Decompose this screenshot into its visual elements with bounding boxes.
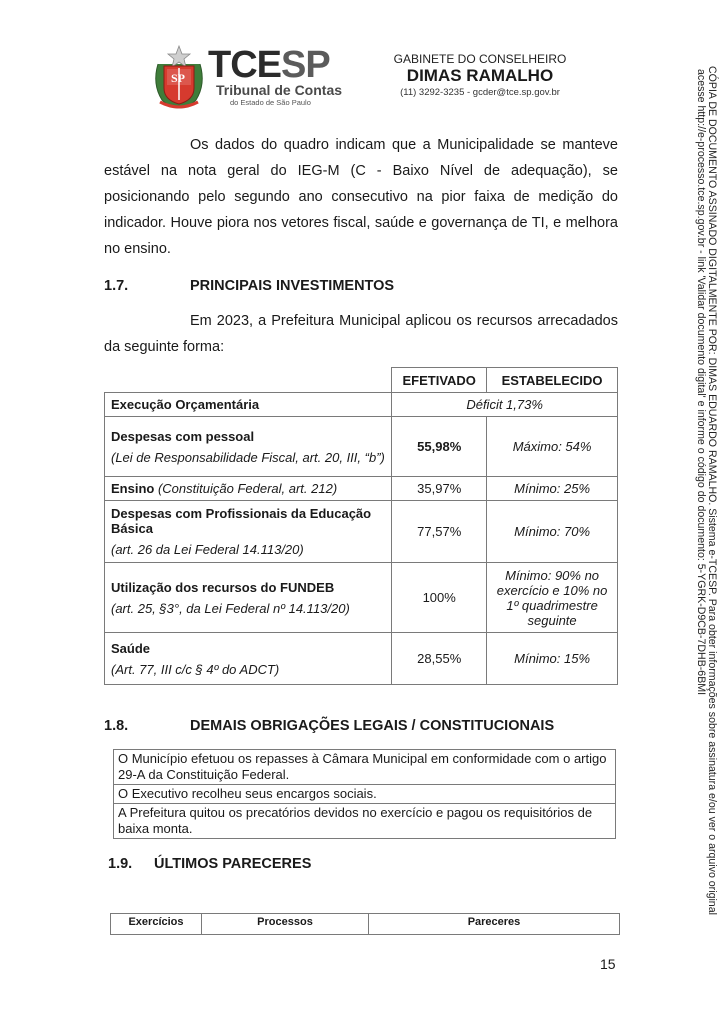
table-row	[105, 501, 618, 563]
section-title: PRINCIPAIS INVESTIMENTOS	[190, 278, 395, 294]
row-efetivado: 100%	[392, 563, 487, 633]
table-row	[114, 785, 616, 804]
page-number: 15	[600, 956, 616, 972]
row-note: (art. 25, §3°, da Lei Federal nº 14.113/20)	[111, 600, 350, 616]
stamp-line-2: acesse http://e-processo.tce.sp.gov.br - link 'Validar documento digital' e informe o código do documento: 5-YGRK-D9CB-7DHB-6BMI	[695, 69, 707, 696]
obligation-item: O Município efetuou os repasses à Câmara Municipal em conformidade com o artigo 29-A da Constituição Federal.	[114, 750, 616, 785]
councilor-name: DIMAS RAMALHO	[406, 66, 554, 85]
table-row	[105, 633, 618, 685]
brand-wordmark	[208, 46, 330, 84]
brand-subtitle: Tribunal de Contas	[216, 82, 343, 98]
section-title: DEMAIS OBRIGAÇÕES LEGAIS / CONSTITUCIONAIS	[190, 718, 555, 734]
row-estabelecido: Mínimo: 90% no exercício e 10% no 1º quadrimestre seguinte	[487, 563, 618, 633]
header-efetivado: EFETIVADO	[392, 368, 487, 393]
digital-signature-stamp	[695, 66, 717, 946]
pareceres-table	[110, 913, 620, 935]
stamp-line-1: CÓPIA DE DOCUMENTO ASSINADO DIGITALMENTE POR: DIMAS EDUARDO RAMALHO. Sistema e-TCESP. Para obter informações sobre assinatura e/ou ver o arquivo original	[706, 66, 718, 915]
header-estabelecido: ESTABELECIDO	[487, 368, 618, 393]
table-header-row	[111, 914, 620, 935]
row-label: Despesas com pessoal	[111, 428, 255, 444]
brand-subtitle-2: do Estado de São Paulo	[230, 98, 311, 107]
table-row	[114, 750, 616, 785]
header-pareceres: Pareceres	[369, 914, 620, 935]
brand-part1: TCE	[208, 44, 281, 86]
table-row	[114, 804, 616, 839]
section-number: 1.9.	[108, 856, 133, 872]
row-label: Despesas com Profissionais da Educação Básica	[111, 506, 372, 536]
row-label: Utilização dos recursos do FUNDEB	[111, 579, 335, 595]
row-note: (Constituição Federal, art. 212)	[157, 481, 338, 496]
obligation-item: A Prefeitura quitou os precatórios devidos no exercício e pagou os requisitórios de baixa monta.	[114, 804, 616, 839]
section-title: ÚLTIMOS PARECERES	[154, 856, 312, 872]
row-estabelecido: Mínimo: 25%	[487, 477, 618, 501]
crest-label: SP	[171, 71, 186, 85]
investments-table	[104, 367, 618, 685]
table-header-row	[105, 368, 618, 393]
office-label: GABINETE DO CONSELHEIRO	[393, 52, 567, 66]
intro-paragraph: Os dados do quadro indicam que a Municipalidade se manteve estável na nota geral do IEG-M (C - Baixo Nível de adequação), se posicionando pelo segundo ano consecutivo na pior faixa de medição do indicador. Houve piora nos vetores fiscal, saúde e governança de TI, e melhora no ensino.	[104, 137, 618, 257]
row-efetivado: 35,97%	[392, 477, 487, 501]
section-number: 1.7.	[104, 278, 129, 294]
header-exercicios: Exercícios	[111, 914, 202, 935]
obligation-item: O Executivo recolheu seus encargos sociais.	[114, 785, 616, 804]
row-note: (Art. 77, III c/c § 4º do ADCT)	[111, 661, 280, 677]
row-note: (Lei de Responsabilidade Fiscal, art. 20, III, “b”)	[111, 449, 385, 465]
sao-paulo-crest-icon	[150, 44, 208, 110]
office-contact: (11) 3292-3235 - gcder@tce.sp.gov.br	[400, 87, 560, 98]
section-1-7-paragraph: Em 2023, a Prefeitura Municipal aplicou os recursos arrecadados da seguinte forma:	[104, 313, 618, 355]
row-value: Déficit 1,73%	[392, 393, 618, 417]
row-note: (art. 26 da Lei Federal 14.113/20)	[111, 542, 304, 557]
brand-part2: SP	[281, 44, 330, 86]
office-header	[380, 52, 580, 98]
section-number: 1.8.	[104, 718, 129, 734]
tcesp-logo	[150, 44, 350, 108]
row-estabelecido: Mínimo: 15%	[487, 633, 618, 685]
row-efetivado: 55,98%	[392, 417, 487, 477]
row-label: Execução Orçamentária	[105, 393, 392, 417]
row-efetivado: 77,57%	[392, 501, 487, 563]
header-processos: Processos	[202, 914, 369, 935]
table-row	[105, 417, 618, 477]
table-row	[105, 393, 618, 417]
table-row	[105, 563, 618, 633]
row-label: Ensino	[111, 481, 155, 496]
table-row	[105, 477, 618, 501]
obligations-table	[113, 749, 616, 839]
row-estabelecido: Máximo: 54%	[487, 417, 618, 477]
row-efetivado: 28,55%	[392, 633, 487, 685]
row-label: Saúde	[111, 640, 151, 656]
row-estabelecido: Mínimo: 70%	[487, 501, 618, 563]
